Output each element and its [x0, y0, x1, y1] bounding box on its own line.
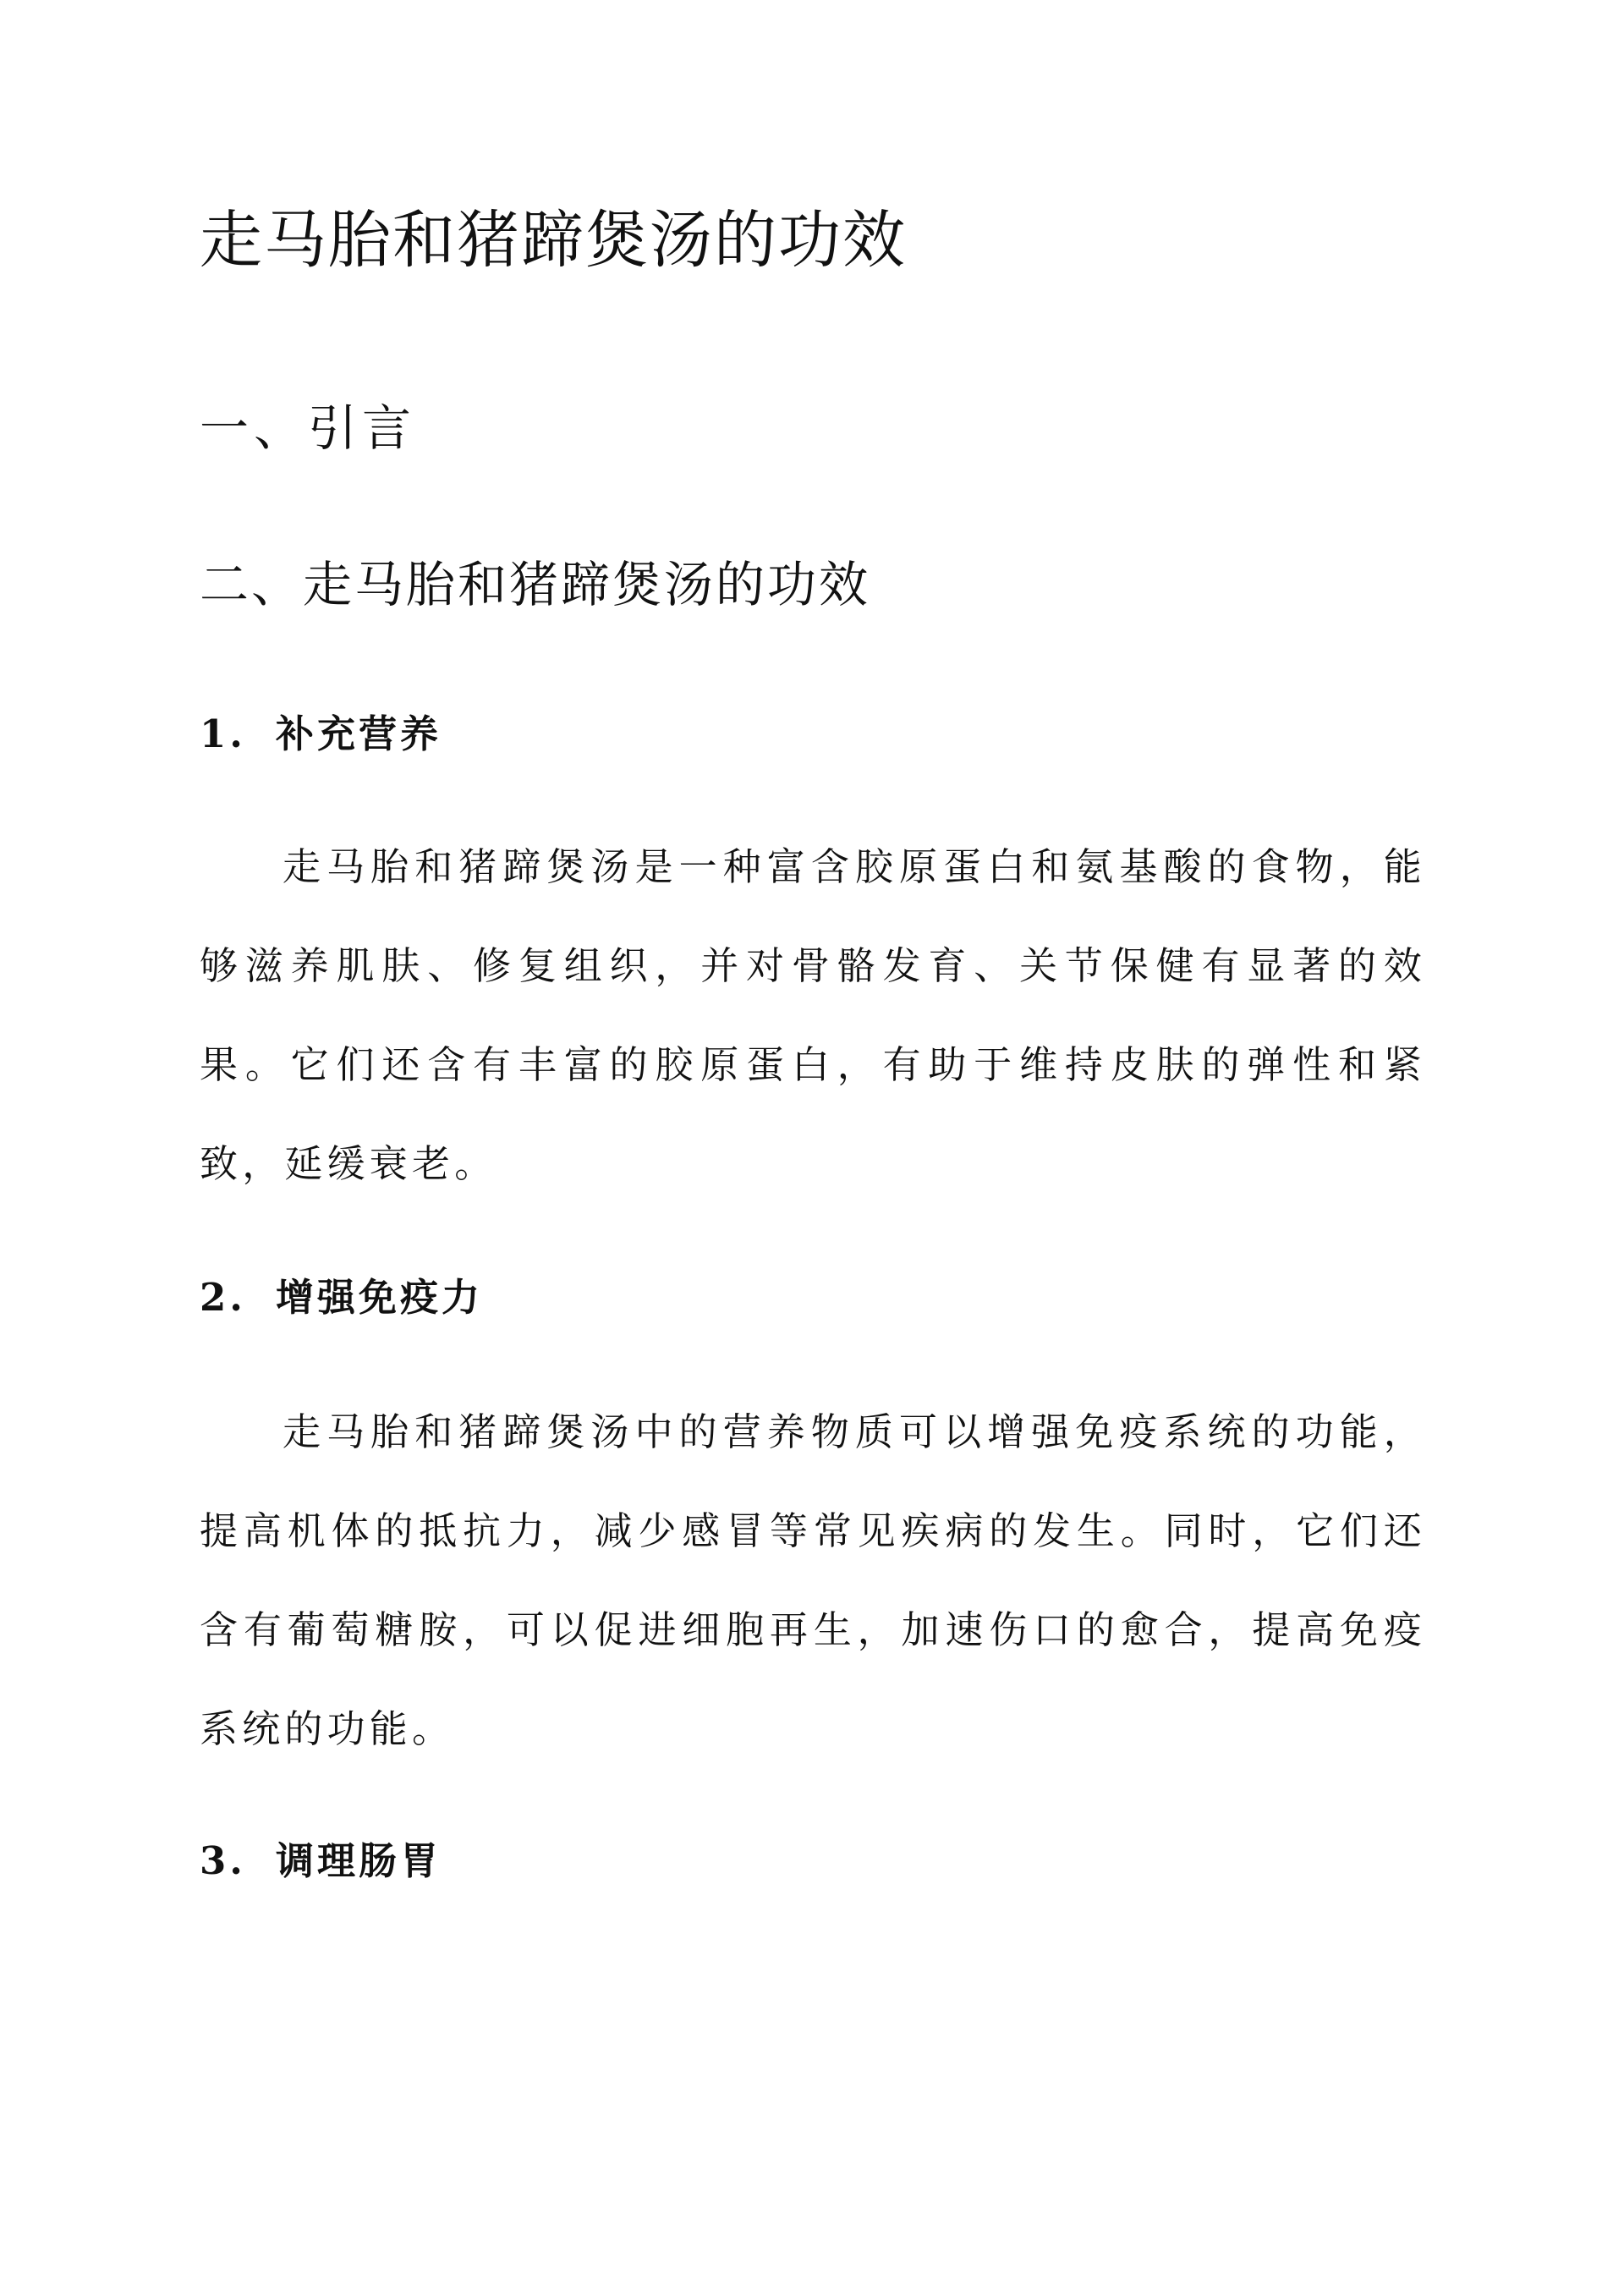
subsection-heading-digestion	[200, 1836, 442, 1887]
subsection-heading-immunity	[200, 1272, 483, 1323]
subsection-title: 补充营养	[276, 711, 442, 756]
subsection-title: 调理肠胃	[276, 1838, 442, 1883]
paragraph-nutrition: 走马胎和猪蹄煲汤是一种富含胶原蛋白和氨基酸的食物，能够滋养肌肤、修复组织，并对骨骼发育、关节保健有显著的效果。它们还含有丰富的胶原蛋白，有助于维持皮肤的弹性和紧致，延缓衰老。	[200, 844, 1426, 1186]
section-heading-introduction: 一、引言	[200, 399, 417, 457]
subsection-number: 2.	[200, 1275, 246, 1320]
section-heading-efficacy: 二、走马胎和猪蹄煲汤的功效	[200, 556, 871, 613]
paragraph-immunity: 走马胎和猪蹄煲汤中的营养物质可以增强免疫系统的功能，提高机体的抵抗力，减少感冒等常见疾病的发生。同时，它们还含有葡萄糖胺，可以促进细胞再生，加速伤口的愈合，提高免疫系统的功能。	[200, 1409, 1426, 1751]
subsection-title: 增强免疫力	[276, 1275, 484, 1320]
subsection-number: 3.	[200, 1838, 246, 1883]
document-title: 走马胎和猪蹄煲汤的功效	[200, 204, 907, 277]
subsection-heading-nutrition	[200, 709, 442, 760]
subsection-number: 1.	[200, 711, 246, 756]
